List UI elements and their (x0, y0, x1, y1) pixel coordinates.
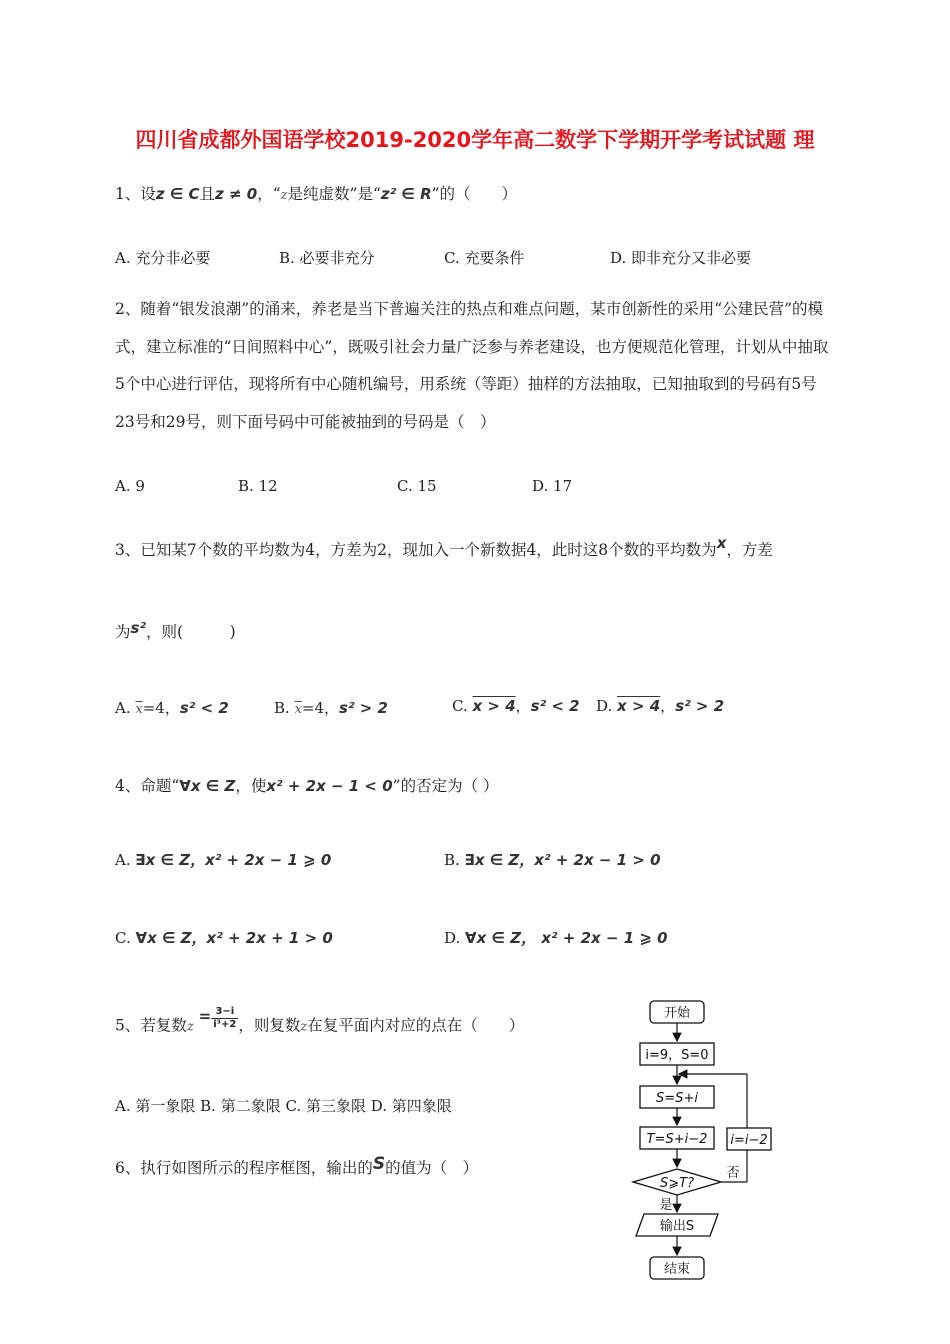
q2-option-b: B. 12 (238, 477, 278, 495)
q3-s2: s² (130, 619, 147, 637)
q3-xbar: x (716, 534, 727, 552)
q2-option-d: D. 17 (532, 477, 573, 495)
q1-z: z (280, 188, 288, 203)
q3-text-4: ，则( ) (146, 623, 236, 641)
question-3-line-2 (115, 619, 236, 642)
q3-b-xbar: $\overline{x}$ (294, 702, 302, 717)
q4-option-b: B. ∃x ∈ Z，x² + 2x − 1 > 0 (444, 851, 661, 869)
q5-fraction: $\frac{3-i}{\text{i³+2}}$ (213, 1006, 237, 1030)
flowchart-output: 输出S (659, 1219, 695, 1234)
q4-option-d: D. ∀x ∈ Z， x² + 2x − 1 ⩾ 0 (444, 929, 668, 947)
q1-text-2: 且 (199, 185, 216, 203)
q5-options: A. 第一象限 B. 第二象限 C. 第三象限 D. 第四象限 (115, 1097, 452, 1115)
q3-text-1: 3、已知某7个数的平均数为4，方差为2，现加入一个新数据4，此时这8个数的平均数为 (115, 541, 717, 559)
q1-option-d: D. 即非充分又非必要 (610, 249, 752, 267)
flowchart-step1: S=S+i (656, 1091, 698, 1106)
q3-a-xbar: $\overline{x}$ (135, 702, 143, 717)
flowchart-condition: S⩾T? (660, 1176, 694, 1191)
q2-option-c: C. 15 (397, 477, 437, 495)
flowchart-start: 开始 (663, 1006, 691, 1021)
q1-text-4: 是纯虚数”是“ (287, 185, 381, 203)
q4-math-2: x² + 2x − 1 < 0 (266, 777, 393, 795)
q6-s: S (372, 1154, 386, 1174)
q1-math-2: z ≠ 0 (215, 185, 258, 203)
question-2: 2、随着“银发浪潮”的涌来，养老是当下普遍关注的热点和难点问题，某市创新性的采用“公建民营”的模式，建立标准的“日间照料中心”，既吸引社会力量广泛参与养老建设，也方便规范化管理，计划从中抽取5个中心进行评估，现将所有中心随机编号，用系统（等距）抽样的方法抽取，已知抽取到的号码有5号23号和29号，则下面号码中可能被抽到的号码是（ ） (115, 300, 829, 431)
q4-option-c: C. ∀x ∈ Z，x² + 2x + 1 > 0 (115, 929, 333, 947)
page-title: 四川省成都外国语学校2019-2020学年高二数学下学期开学考试试题 理 (135, 128, 815, 152)
q1-text-5: ”的（ ） (431, 185, 518, 203)
q3-option-d: D. x > 4，s² > 2 (596, 697, 725, 715)
flowchart-init: i=9，S=0 (645, 1048, 709, 1063)
q3-text-2: ，方差 (726, 541, 773, 559)
q1-text-3: ，“ (257, 185, 281, 203)
q3-option-b: B. $\overline{x}=4$，s² > 2 (274, 699, 388, 717)
flowchart-loop: i=i−2 (730, 1133, 768, 1148)
q1-option-a: A. 充分非必要 (115, 249, 211, 267)
q1-math-1: z ∈ C (155, 185, 200, 203)
flowchart-no: 否 (726, 1166, 740, 1181)
q1-text-1: 1、设 (115, 185, 156, 203)
question-6: 6、执行如图所示的程序框图，输出的S的值为（ ） (115, 1154, 479, 1177)
q1-option-c: C. 充要条件 (444, 249, 525, 267)
flowchart-step2: T=S+i−2 (646, 1132, 708, 1147)
q1-math-3: z² ∈ R (380, 185, 432, 203)
question-3-line-1 (115, 534, 773, 560)
q3-text-3: 为 (115, 623, 131, 641)
flowchart-yes: 是 (659, 1198, 673, 1213)
q4-option-a: A. ∃x ∈ Z，x² + 2x − 1 ⩾ 0 (115, 851, 332, 869)
question-1 (115, 184, 517, 206)
q4-math-1: ∀x ∈ Z (179, 777, 236, 795)
q1-option-b: B. 必要非充分 (279, 249, 375, 267)
flowchart-end: 结束 (663, 1262, 691, 1277)
flowchart (620, 994, 790, 1286)
question-5: 5、若复数z = $\frac{3-i}{\text{i³+2}}$ ，则复数z在复平面内对应的点在（ ） (115, 1006, 525, 1035)
q3-option-a: A. $\overline{x}=4$，s² < 2 (115, 699, 229, 717)
question-4: 4、命题“∀x ∈ Z，使x² + 2x − 1 < 0”的否定为（ ） (115, 777, 499, 795)
q2-option-a: A. 9 (115, 477, 145, 495)
q3-option-c: C. x > 4，s² < 2 (452, 697, 580, 715)
